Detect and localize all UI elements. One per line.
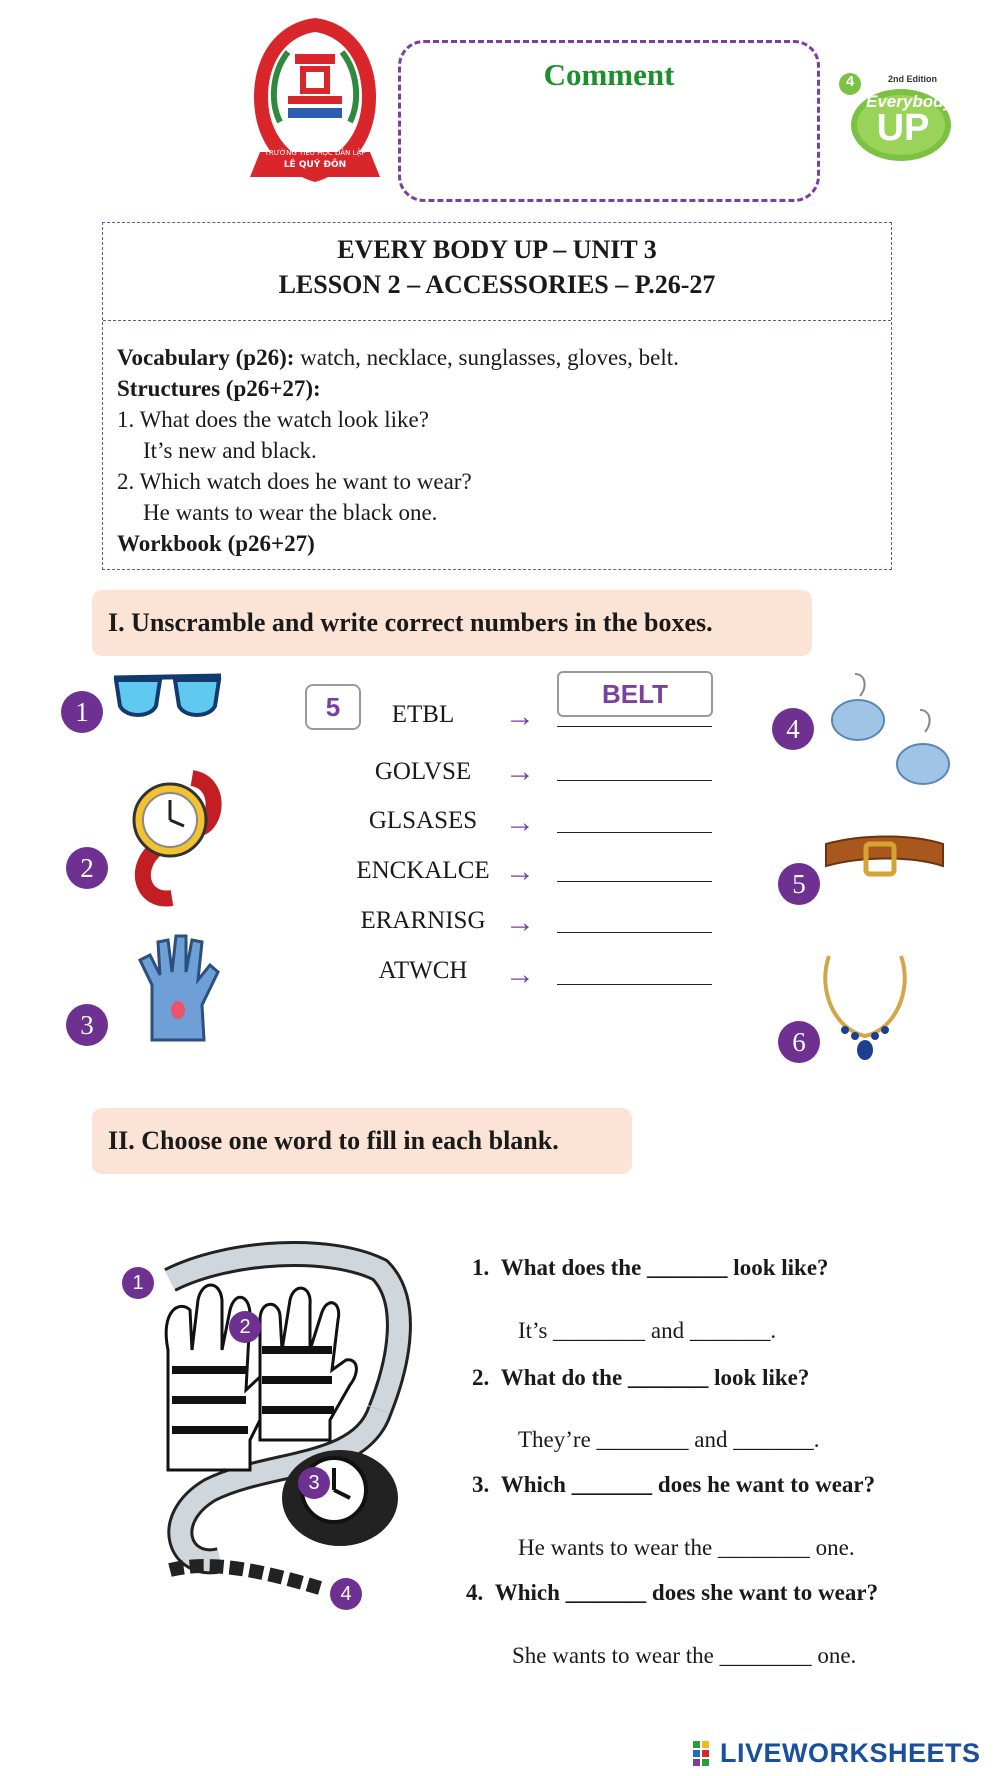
series-line-1: Everybody xyxy=(866,92,953,111)
question-2-number: 2. xyxy=(472,1365,490,1390)
structure-2-question: 2. Which watch does he want to wear? xyxy=(117,469,472,494)
question-3 xyxy=(472,1472,875,1498)
arrow-6: → xyxy=(505,958,535,991)
lesson-title-2: LESSON 2 – ACCESSORIES – P.26-27 xyxy=(278,270,716,299)
question-2-text[interactable]: What do the _______ look like? xyxy=(500,1365,810,1390)
picture-number-6: 6 xyxy=(778,1021,820,1063)
answer-1[interactable]: It’s ________ and _______. xyxy=(518,1318,777,1343)
answer-blank-4[interactable] xyxy=(557,881,712,882)
question-1-text[interactable]: What does the _______ look like? xyxy=(500,1255,829,1280)
answer-2[interactable]: They’re ________ and _______. xyxy=(518,1427,820,1452)
question-4 xyxy=(466,1580,878,1606)
school-logo-line-1: TRƯỜNG TIỂU HỌC DÂN LẬP xyxy=(264,149,366,157)
sunglasses-icon xyxy=(110,672,225,727)
vocabulary-line xyxy=(117,345,679,371)
section-2-heading: II. Choose one word to fill in each blank. xyxy=(92,1108,632,1174)
scrambled-word-3: GLSASES xyxy=(368,807,478,834)
answer-blank-2[interactable] xyxy=(557,780,712,781)
everybody-up-logo xyxy=(836,70,956,165)
question-2 xyxy=(472,1365,809,1391)
lesson-info-box xyxy=(102,222,892,570)
info-divider xyxy=(103,320,891,321)
arrow-5: → xyxy=(505,906,535,939)
picture-number-3: 3 xyxy=(66,1004,108,1046)
school-logo-line-2: LÊ QUÝ ĐÔN xyxy=(283,160,347,170)
arrow-4: → xyxy=(505,855,535,888)
arrow-2: → xyxy=(505,755,535,788)
answer-blank-3[interactable] xyxy=(557,832,712,833)
liveworksheets-brand: LIVEWORKSHEETS xyxy=(720,1738,981,1768)
structure-1-question: 1. What does the watch look like? xyxy=(117,407,429,432)
series-badge: 4 xyxy=(845,73,855,90)
liveworksheets-grid-icon xyxy=(692,1738,718,1768)
question-1-number: 1. xyxy=(472,1255,490,1280)
arrow-1: → xyxy=(505,700,535,733)
answer-blank-5[interactable] xyxy=(557,932,712,933)
example-answer-box[interactable]: BELT xyxy=(557,671,713,717)
gloves-icon xyxy=(130,930,230,1050)
liveworksheets-logo[interactable] xyxy=(692,1738,992,1768)
scrambled-word-6: ATWCH xyxy=(378,957,468,984)
answer-3[interactable]: He wants to wear the ________ one. xyxy=(518,1535,855,1560)
series-line-2: UP xyxy=(876,107,930,149)
earrings-icon xyxy=(820,672,960,797)
question-4-text[interactable]: Which _______ does she want to wear? xyxy=(494,1580,879,1605)
series-edition: 2nd Edition xyxy=(888,74,937,84)
watch-icon xyxy=(122,768,232,913)
question-1 xyxy=(472,1255,829,1281)
answer-blank-6[interactable] xyxy=(557,984,712,985)
accessories-illustration xyxy=(150,1240,420,1605)
picture-number-4: 4 xyxy=(772,708,814,750)
scrambled-word-1: ETBL xyxy=(391,701,455,728)
picture-number-5: 5 xyxy=(778,863,820,905)
structure-1-answer: It’s new and black. xyxy=(143,438,317,463)
lesson-title-1: EVERY BODY UP – UNIT 3 xyxy=(337,235,657,264)
illustration-label-3: 3 xyxy=(298,1467,330,1499)
necklace-icon xyxy=(815,950,915,1065)
picture-number-2: 2 xyxy=(66,847,108,889)
structure-2-answer: He wants to wear the black one. xyxy=(143,500,438,525)
section-1-heading: I. Unscramble and write correct numbers in the boxes. xyxy=(92,590,812,656)
question-3-number: 3. xyxy=(472,1472,490,1497)
workbook-label: Workbook (p26+27) xyxy=(117,531,315,556)
scrambled-word-2: GOLVSE xyxy=(374,758,472,785)
illustration-label-1: 1 xyxy=(122,1267,154,1299)
illustration-label-2: 2 xyxy=(229,1311,261,1343)
school-logo xyxy=(240,12,390,192)
comment-box[interactable] xyxy=(398,40,820,202)
scrambled-word-4: ENCKALCE xyxy=(356,857,490,884)
belt-icon xyxy=(822,830,947,895)
illustration-label-4: 4 xyxy=(330,1578,362,1610)
question-4-number: 4. xyxy=(466,1580,484,1605)
answer-blank-1[interactable] xyxy=(557,726,712,727)
example-number-box[interactable]: 5 xyxy=(305,684,361,730)
arrow-3: → xyxy=(505,806,535,839)
question-3-text[interactable]: Which _______ does he want to wear? xyxy=(500,1472,876,1497)
vocab-text: watch, necklace, sunglasses, gloves, belt. xyxy=(294,345,679,370)
comment-title: Comment xyxy=(543,57,675,92)
structures-label: Structures (p26+27): xyxy=(117,376,321,401)
scrambled-word-5: ERARNISG xyxy=(360,907,486,934)
vocab-label: Vocabulary (p26): xyxy=(117,345,295,370)
picture-number-1: 1 xyxy=(61,691,103,733)
answer-4[interactable]: She wants to wear the ________ one. xyxy=(512,1643,857,1668)
